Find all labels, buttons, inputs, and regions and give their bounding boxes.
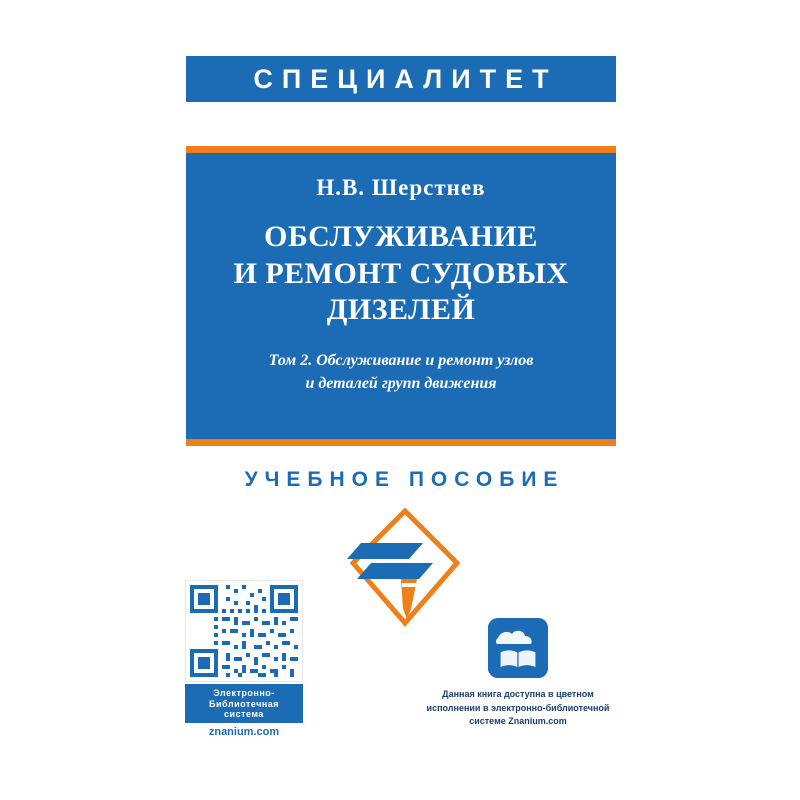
book-cover — [160, 20, 640, 780]
book-subtitle-line-2: и деталей групп движения — [305, 374, 497, 392]
series-label: СПЕЦИАЛИТЕТ — [253, 63, 558, 94]
book-subtitle-line-1: Том 2. Обслуживание и ремонт узлов — [268, 351, 534, 369]
book-title-line-1: ОБСЛУЖИВАНИЕ — [264, 220, 538, 253]
color-edition-note-line-1: Данная книга доступна в цветном — [442, 689, 594, 699]
book-title — [186, 219, 616, 329]
book-title-line-3: ДИЗЕЛЕЙ — [326, 293, 476, 327]
znanium-url: znanium.com — [208, 725, 280, 738]
color-edition-block — [418, 618, 618, 729]
qr-code — [185, 580, 303, 682]
color-book-icon — [488, 618, 548, 678]
book-subtitle — [186, 349, 616, 395]
infra-m-pen-nib-logo — [345, 505, 465, 630]
series-band — [186, 56, 616, 102]
color-edition-note — [418, 688, 618, 729]
ebs-badge-line-2: Библиотечная — [209, 698, 279, 709]
title-panel — [186, 146, 616, 446]
book-kind-label: УЧЕБНОЕ ПОСОБИЕ — [244, 468, 565, 491]
znanium-qr-block — [185, 580, 315, 738]
ebs-badge — [185, 684, 303, 723]
ebs-badge-line-1: Электронно- — [213, 688, 275, 698]
ebs-badge-line-3: система — [224, 709, 264, 720]
color-edition-note-line-2: исполнении в электронно-библиотечной — [426, 702, 610, 713]
author-name: Н.В. Шерстнев — [316, 175, 486, 200]
book-title-line-2: И РЕМОНТ СУДОВЫХ — [233, 256, 569, 290]
color-edition-note-line-3: системе Znanium.com — [469, 716, 567, 726]
